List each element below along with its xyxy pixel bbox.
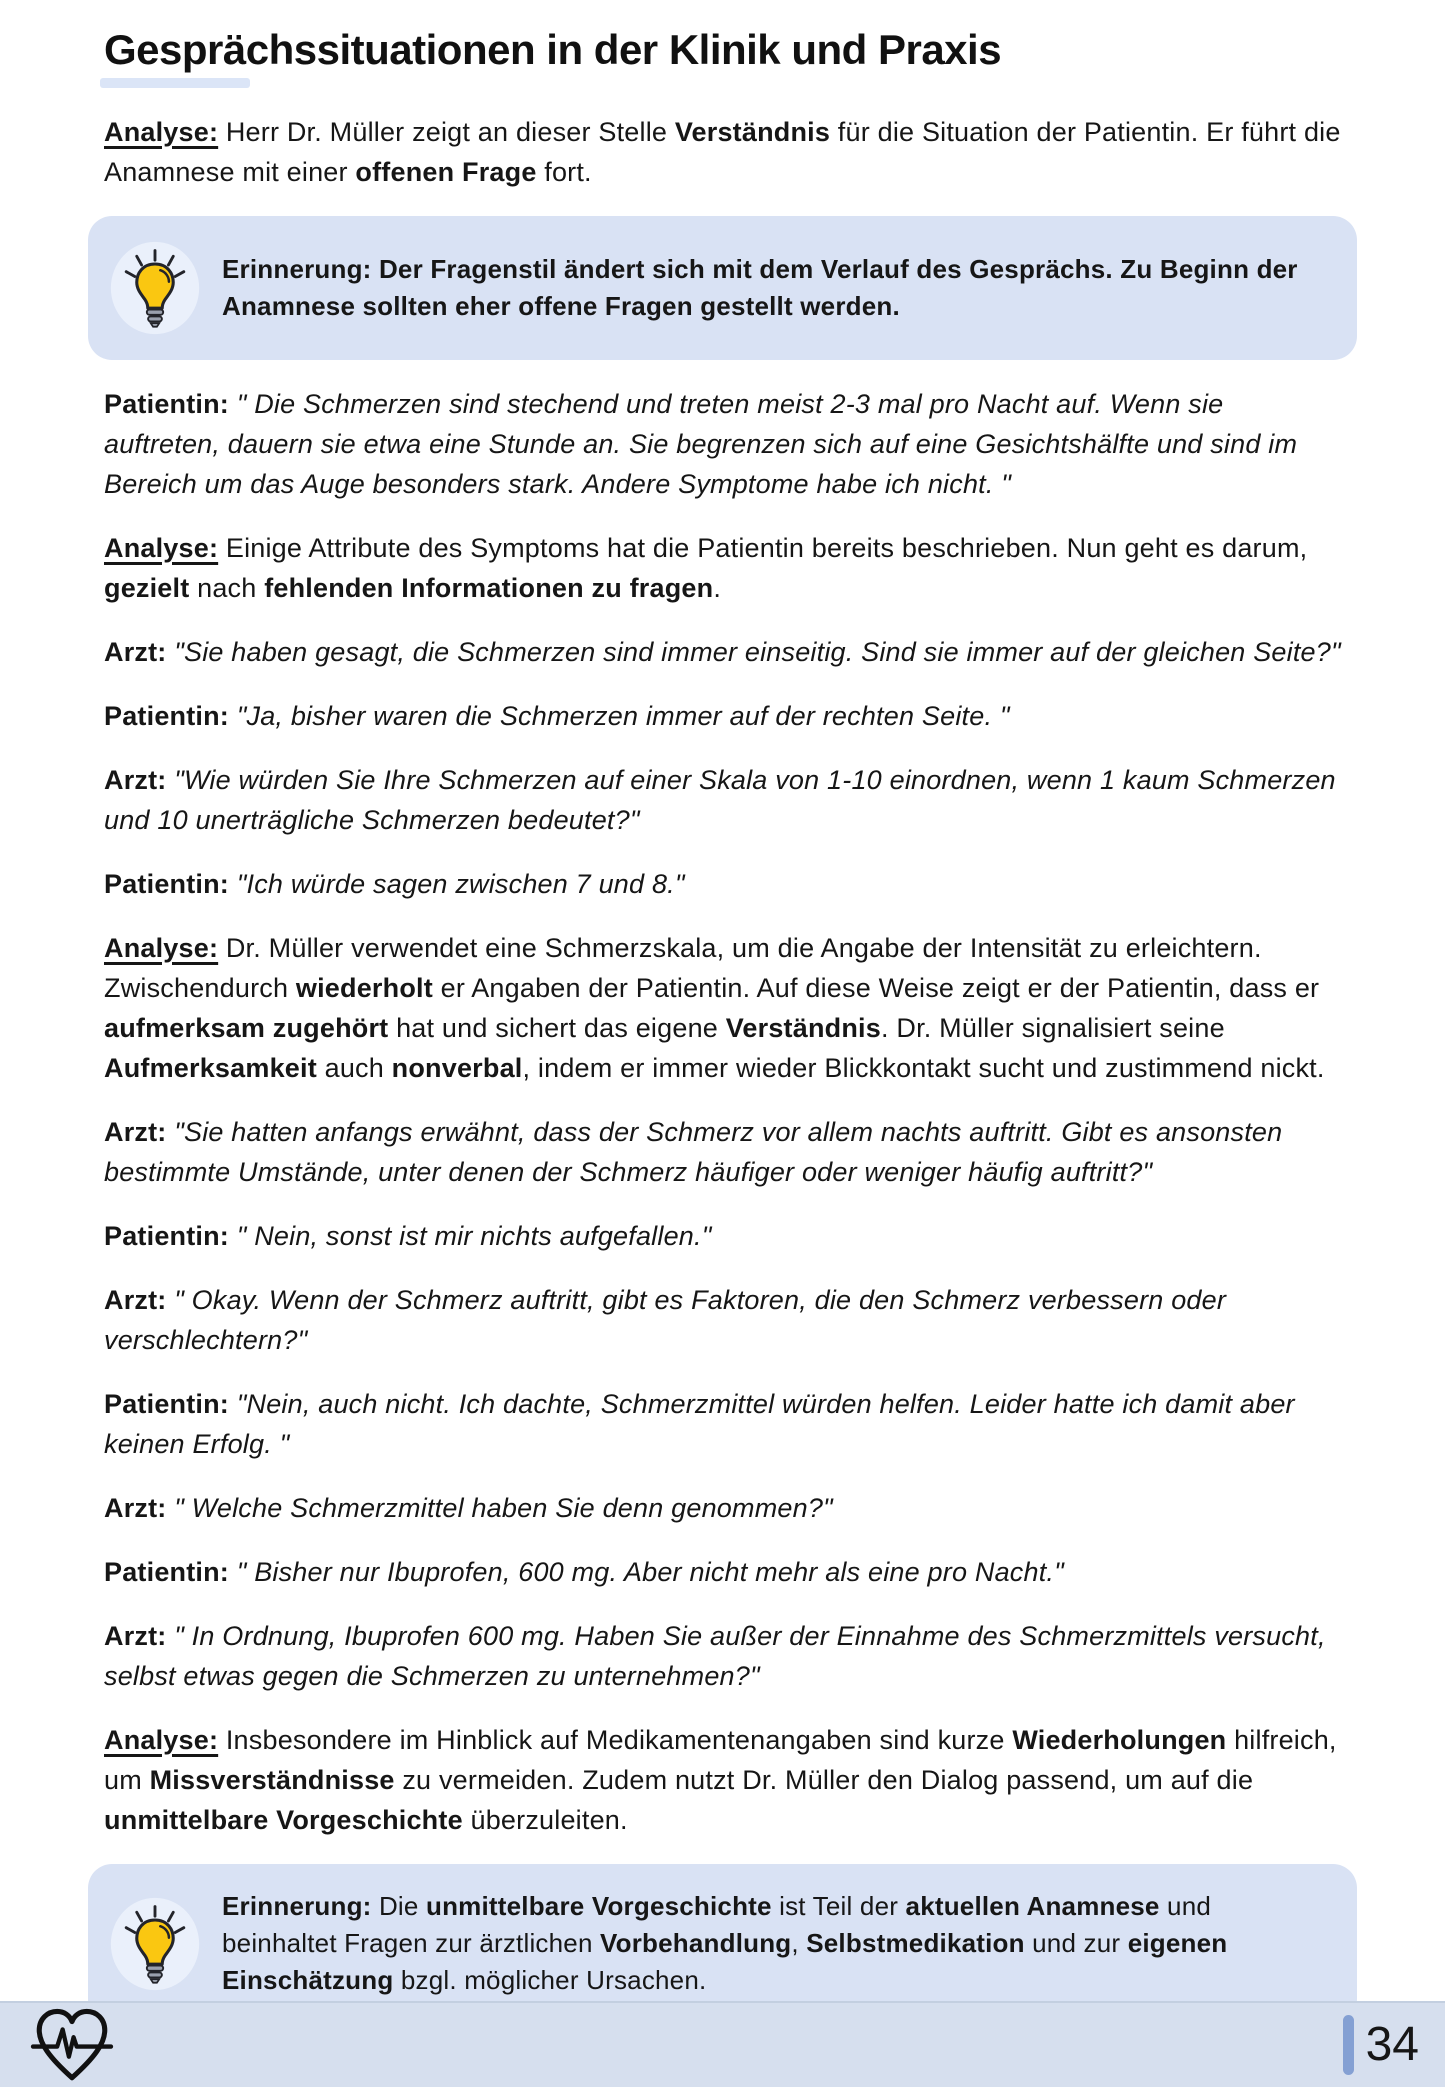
text-segment: zu vermeiden. Zudem nutzt Dr. Müller den Dialog passend, um auf die — [394, 1765, 1254, 1795]
text-segment: " Bisher nur Ibuprofen, 600 mg. Aber nicht mehr als eine pro Nacht." — [229, 1557, 1064, 1587]
dialog-patientin-text — [104, 1384, 1345, 1464]
lightbulb-icon — [88, 1896, 222, 1992]
text-segment: und zur — [1024, 1928, 1128, 1958]
page-footer — [0, 2001, 1445, 2087]
dialog-arzt — [104, 1488, 1345, 1528]
text-segment: nonverbal — [391, 1053, 523, 1083]
dialog-arzt-text — [104, 632, 1345, 672]
text-segment: aktuellen Anamnese — [905, 1891, 1160, 1921]
text-segment: auch — [316, 1053, 392, 1083]
text-segment: Arzt: — [104, 1493, 167, 1523]
text-segment: " Nein, sonst ist mir nichts aufgefallen." — [229, 1221, 712, 1251]
dialog-patientin-text — [104, 384, 1345, 504]
text-segment: und beinhaltet Fragen zur ärztlichen — [222, 1891, 1212, 1958]
page-number-bar — [1343, 2015, 1354, 2075]
text-segment: fort. — [536, 157, 592, 187]
text-segment: Selbstmedikation — [806, 1928, 1025, 1958]
text-segment: er Angaben der Patientin. Auf diese Weise zeigt er der Patientin, dass er — [432, 973, 1320, 1003]
dialog-arzt-text — [104, 760, 1345, 840]
dialog-patientin — [104, 1216, 1345, 1256]
analysis-paragraph — [104, 528, 1345, 608]
callout-box-text — [222, 1888, 1327, 1999]
text-segment: "Sie hatten anfangs erwähnt, dass der Schmerz vor allem nachts auftritt. Gibt es ansonsten bestimmte Umstände, unter denen der Schmerz häufiger oder weniger häufig auftritt?" — [104, 1117, 1283, 1187]
analysis-paragraph — [104, 112, 1345, 192]
text-segment: wiederholt — [295, 973, 433, 1003]
page-header — [104, 26, 1345, 88]
text-segment: Einige Attribute des Symptoms hat die Patientin bereits beschrieben. Nun geht es darum, — [218, 533, 1308, 563]
text-segment: Aufmerksamkeit — [104, 1053, 317, 1083]
text-segment: offenen Frage — [355, 157, 537, 187]
text-segment: ist Teil der — [771, 1891, 906, 1921]
text-segment: unmittelbare Vorgeschichte — [426, 1891, 772, 1921]
analysis-paragraph-text — [104, 112, 1345, 192]
text-segment: überzuleiten. — [462, 1805, 628, 1835]
text-segment: "Nein, auch nicht. Ich dachte, Schmerzmittel würden helfen. Leider hatte ich damit aber keinen Erfolg. " — [104, 1389, 1295, 1459]
lightbulb-icon — [88, 240, 222, 336]
text-segment: Wiederholungen — [1012, 1725, 1227, 1755]
text-segment: Erinnerung: Der Fragenstil ändert sich mit dem Verlauf des Gesprächs. Zu Beginn der Anamnese sollten eher offene Fragen gestellt werden. — [222, 254, 1298, 321]
text-segment: für die Situation der Patientin. Er führt die Anamnese mit einer — [104, 117, 1341, 187]
content-blocks — [104, 112, 1345, 2023]
dialog-patientin — [104, 1384, 1345, 1464]
text-segment: . Dr. Müller signalisiert seine — [880, 1013, 1225, 1043]
text-segment: , — [791, 1928, 807, 1958]
lightbulb-icon-graphic — [107, 1896, 203, 1992]
dialog-patientin-text — [104, 1216, 1345, 1256]
page-number-group — [1343, 2015, 1419, 2075]
analysis-paragraph-text — [104, 528, 1345, 608]
text-segment: unmittelbare Vorgeschichte — [104, 1805, 463, 1835]
text-segment: " Okay. Wenn der Schmerz auftritt, gibt es Faktoren, die den Schmerz verbessern oder verschlechtern?" — [104, 1285, 1227, 1355]
text-segment: Dr. Müller verwendet eine Schmerzskala, um die Angabe der Intensität zu erleichtern. Zwischendurch — [104, 933, 1262, 1003]
text-segment: "Ja, bisher waren die Schmerzen immer auf der rechten Seite. " — [229, 701, 1010, 731]
dialog-patientin-text — [104, 1552, 1345, 1592]
text-segment: Analyse: — [104, 117, 219, 147]
text-segment: Patientin: — [104, 869, 230, 899]
text-segment: aufmerksam zugehört — [104, 1013, 389, 1043]
text-segment: Insbesondere im Hinblick auf Medikamentenangaben sind kurze — [218, 1725, 1013, 1755]
callout-box — [88, 1864, 1357, 2023]
text-segment: eigenen Einschätzung — [222, 1928, 1228, 1995]
text-segment: Arzt: — [104, 1117, 167, 1147]
text-segment: Arzt: — [104, 637, 167, 667]
text-segment: Vorbehandlung — [600, 1928, 792, 1958]
text-segment: Patientin: — [104, 1221, 230, 1251]
dialog-arzt — [104, 760, 1345, 840]
page-title: Gesprächssituationen in der Klinik und Praxis — [104, 26, 1002, 73]
callout-box-text — [222, 251, 1327, 325]
dialog-arzt-text — [104, 1112, 1345, 1192]
text-segment: Arzt: — [104, 765, 167, 795]
text-segment: " In Ordnung, Ibuprofen 600 mg. Haben Sie außer der Einnahme des Schmerzmittels versucht, selbst etwas gegen die Schmerzen zu unternehmen?" — [104, 1621, 1326, 1691]
dialog-patientin-text — [104, 696, 1345, 736]
heartbeat-icon — [26, 2006, 118, 2084]
text-segment: Patientin: — [104, 1389, 230, 1419]
text-segment: " Die Schmerzen sind stechend und treten meist 2-3 mal pro Nacht auf. Wenn sie auftreten, dauern sie etwa eine Stunde an. Sie begrenzen sich auf eine Gesichtshälfte und sind im Bereich um das Auge besonders stark. Andere Symptome habe ich nicht. " — [104, 389, 1298, 499]
text-segment: Verständnis — [725, 1013, 881, 1043]
text-segment: Analyse: — [104, 1725, 219, 1755]
dialog-arzt — [104, 1112, 1345, 1192]
analysis-paragraph — [104, 1720, 1345, 1840]
text-segment: Erinnerung: — [222, 1891, 372, 1921]
dialog-patientin — [104, 384, 1345, 504]
dialog-arzt-text — [104, 1616, 1345, 1696]
dialog-patientin-text — [104, 864, 1345, 904]
text-segment: Herr Dr. Müller zeigt an dieser Stelle — [218, 117, 675, 147]
lightbulb-icon-graphic — [107, 240, 203, 336]
text-segment: Patientin: — [104, 389, 230, 419]
dialog-patientin — [104, 1552, 1345, 1592]
text-segment: , indem er immer wieder Blickkontakt sucht und zustimmend nickt. — [522, 1053, 1325, 1083]
text-segment: fehlenden Informationen zu fragen — [264, 573, 714, 603]
page-number: 34 — [1365, 2018, 1419, 2071]
analysis-paragraph-text — [104, 1720, 1345, 1840]
dialog-arzt-text — [104, 1488, 1345, 1528]
text-segment: nach — [189, 573, 265, 603]
dialog-arzt — [104, 1280, 1345, 1360]
dialog-arzt — [104, 632, 1345, 672]
text-segment: Die — [371, 1891, 426, 1921]
title-underline-decoration — [100, 78, 250, 88]
text-segment: Arzt: — [104, 1621, 167, 1651]
text-segment: Patientin: — [104, 1557, 230, 1587]
text-segment: "Sie haben gesagt, die Schmerzen sind immer einseitig. Sind sie immer auf der gleichen Seite?" — [166, 637, 1341, 667]
text-segment: Analyse: — [104, 533, 219, 563]
text-segment: gezielt — [104, 573, 190, 603]
text-segment: "Wie würden Sie Ihre Schmerzen auf einer Skala von 1-10 einordnen, wenn 1 kaum Schmerzen und 10 unerträgliche Schmerzen bedeutet?" — [104, 765, 1336, 835]
dialog-patientin — [104, 696, 1345, 736]
text-segment: Patientin: — [104, 701, 230, 731]
text-segment: "Ich würde sagen zwischen 7 und 8." — [229, 869, 685, 899]
text-segment: Verständnis — [674, 117, 831, 147]
dialog-patientin — [104, 864, 1345, 904]
text-segment: Arzt: — [104, 1285, 167, 1315]
dialog-arzt — [104, 1616, 1345, 1696]
text-segment: hilfreich, um — [104, 1725, 1337, 1795]
text-segment: hat und sichert das eigene — [388, 1013, 726, 1043]
callout-box — [88, 216, 1357, 360]
text-segment: bzgl. möglicher Ursachen. — [393, 1965, 707, 1995]
analysis-paragraph-text — [104, 928, 1345, 1088]
text-segment: Analyse: — [104, 933, 219, 963]
dialog-arzt-text — [104, 1280, 1345, 1360]
text-segment: Missverständnisse — [149, 1765, 395, 1795]
text-segment: " Welche Schmerzmittel haben Sie denn genommen?" — [166, 1493, 833, 1523]
text-segment: . — [713, 573, 722, 603]
analysis-paragraph — [104, 928, 1345, 1088]
